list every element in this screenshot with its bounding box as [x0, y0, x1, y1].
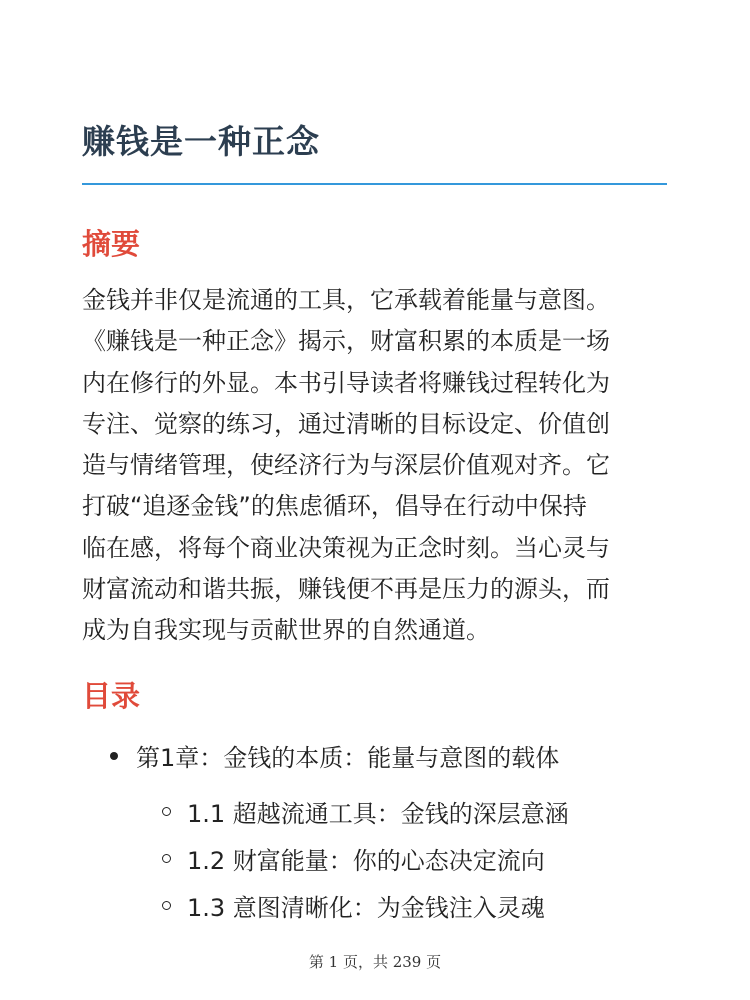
- abstract-line: 临在感，将每个商业决策视为正念时刻。当心灵与: [82, 533, 610, 562]
- toc-section-item[interactable]: [162, 888, 545, 923]
- toc-section-label: 1.3 意图清晰化：为金钱注入灵魂: [187, 894, 545, 922]
- toc-chapter-label: 第1章：金钱的本质：能量与意图的载体: [136, 744, 560, 772]
- toc-heading: 目录: [82, 679, 141, 713]
- bullet-circle-icon: [162, 901, 171, 910]
- document-title: 赚钱是一种正念: [82, 122, 320, 161]
- abstract-paragraph: [82, 280, 672, 652]
- toc-section-label: 1.2 财富能量：你的心态决定流向: [187, 847, 545, 875]
- toc-chapter-item[interactable]: [110, 738, 559, 773]
- bullet-disc-icon: [110, 752, 118, 760]
- bullet-circle-icon: [162, 807, 171, 816]
- toc-section-label: 1.1 超越流通工具：金钱的深层意涵: [187, 800, 569, 828]
- abstract-line: 金钱并非仅是流通的工具，它承载着能量与意图。: [82, 286, 610, 314]
- abstract-line: 内在修行的外显。本书引导读者将赚钱过程转化为: [82, 368, 610, 397]
- abstract-line: 财富流动和谐共振，赚钱便不再是压力的源头，而: [82, 575, 610, 604]
- abstract-line: 打破“追逐金钱”的焦虑循环，倡导在行动中保持: [82, 492, 587, 521]
- abstract-line: 《赚钱是一种正念》揭示，财富积累的本质是一场: [82, 327, 610, 356]
- abstract-line: 专注、觉察的练习，通过清晰的目标设定、价值创: [82, 409, 610, 438]
- bullet-circle-icon: [162, 854, 171, 863]
- abstract-line: 成为自我实现与贡献世界的自然通道。: [82, 616, 490, 645]
- abstract-line: 造与情绪管理，使经济行为与深层价值观对齐。它: [82, 451, 610, 480]
- toc-section-item[interactable]: [162, 841, 545, 876]
- abstract-heading: 摘要: [82, 227, 141, 261]
- title-divider: [82, 183, 667, 185]
- toc-section-item[interactable]: [162, 794, 569, 829]
- page-number-footer: 第 1 页，共 239 页: [308, 953, 442, 971]
